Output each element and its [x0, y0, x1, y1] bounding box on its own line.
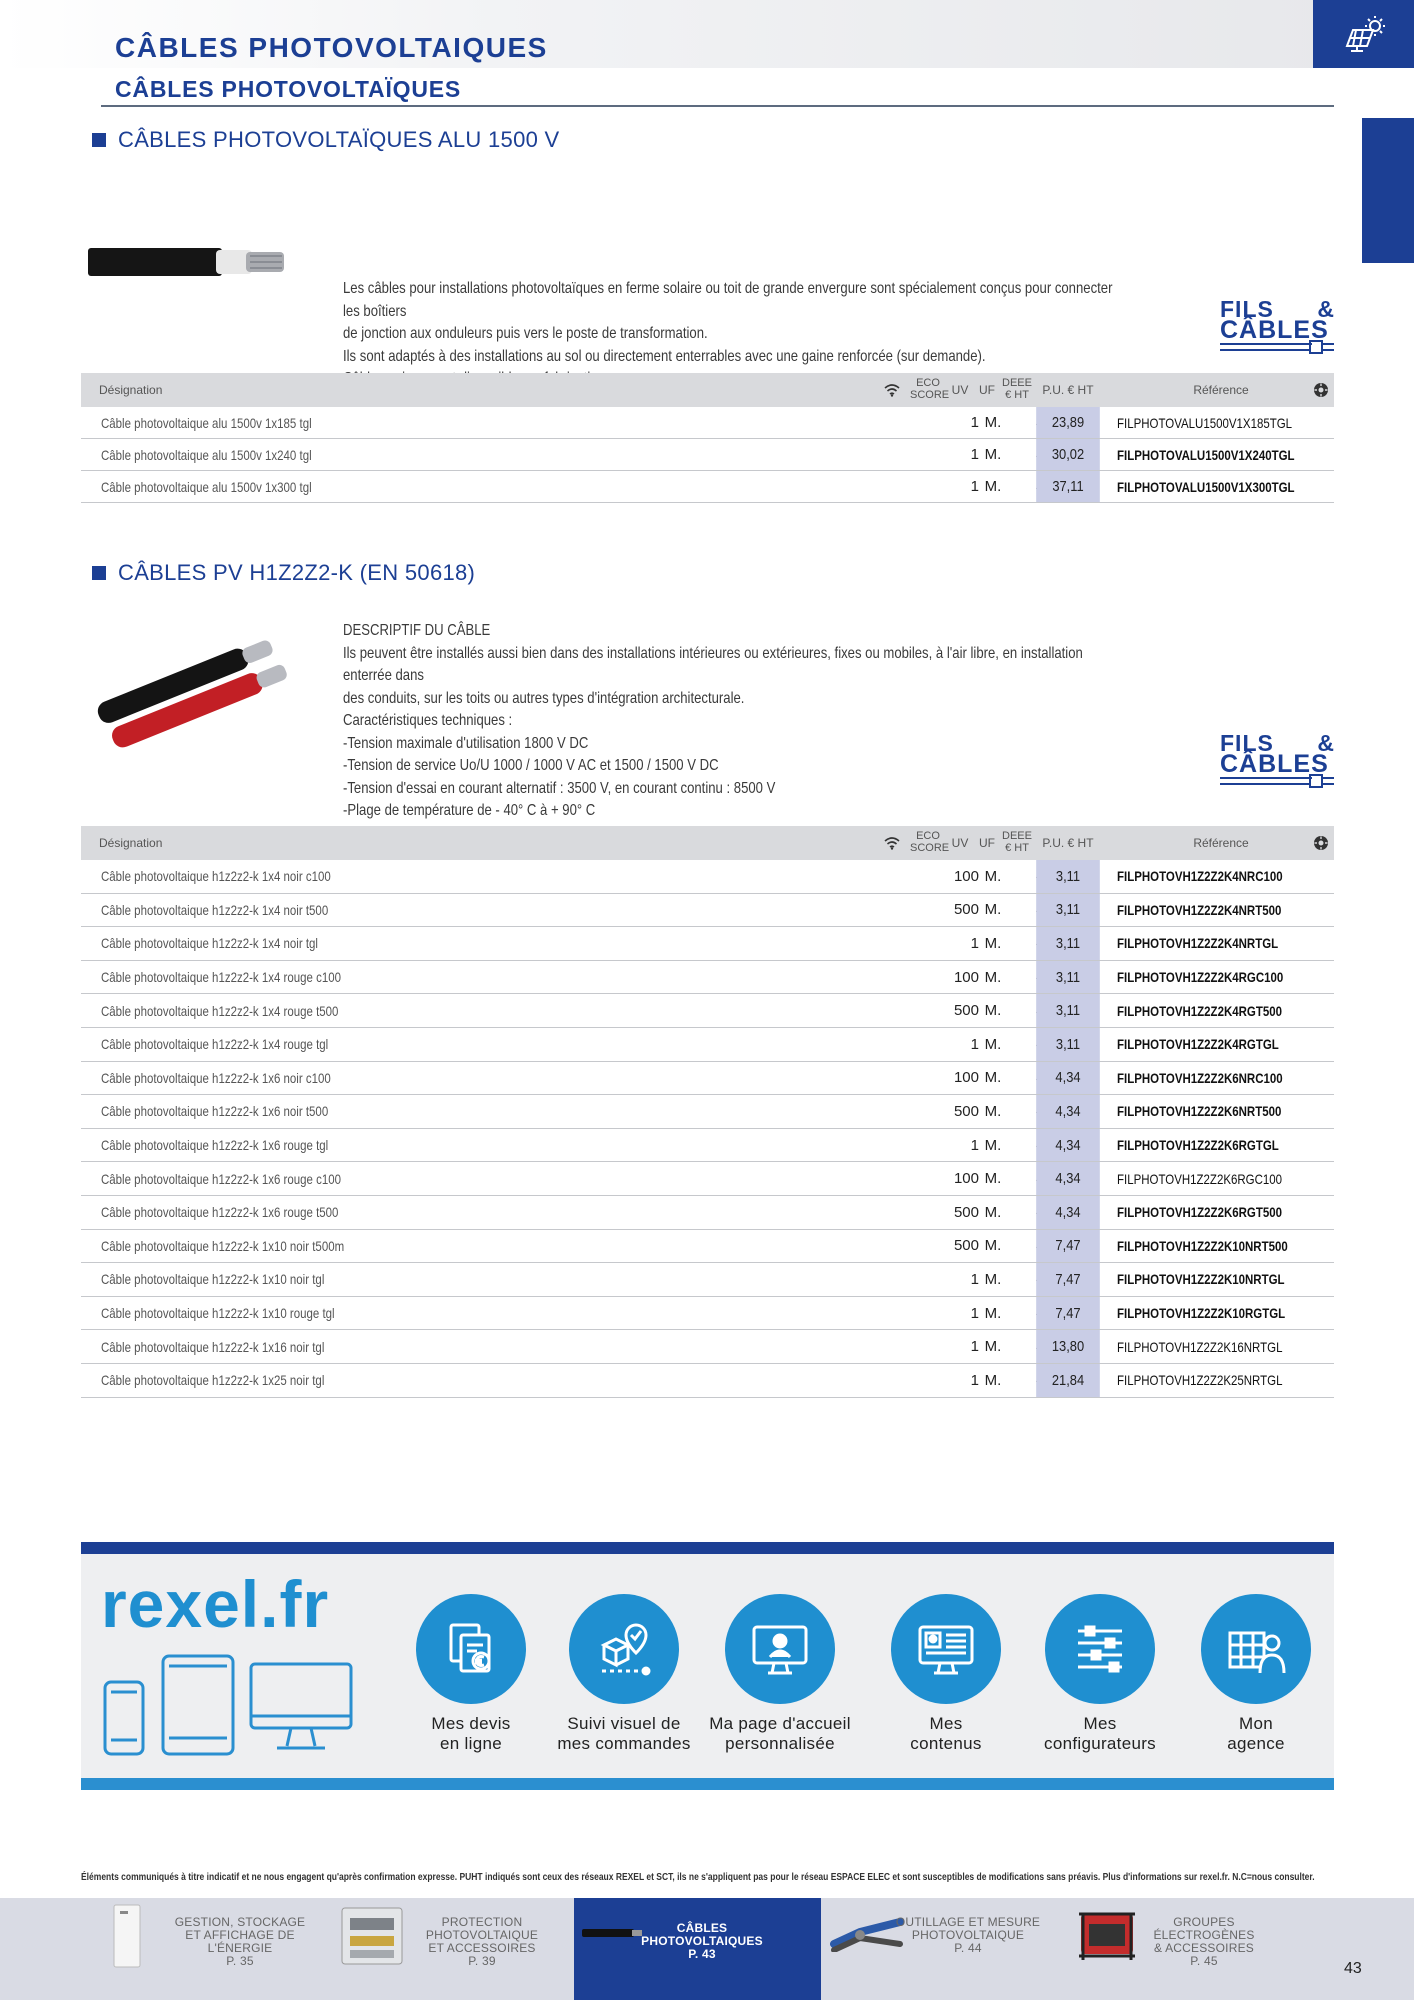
desc-line: de jonction aux onduleurs puis vers le poste de transformation.	[343, 325, 708, 342]
category-icon-box	[1313, 0, 1414, 68]
cell-price: 3,11	[1036, 927, 1100, 960]
desc-line: Ils peuvent être installés aussi bien dans des installations intérieures ou extérieures, fixes ou mobiles, à l'air libre, en installation enterrée dans	[343, 644, 1083, 684]
cell-designation: Câble photovoltaique h1z2z2-k 1x6 noir t500	[101, 1103, 329, 1120]
desc-line: Les câbles pour installations photovoltaïques en ferme solaire ou toit de grande envergure sont spécialement conçus pour connecter les boîtiers	[343, 280, 1113, 320]
feature-label	[866, 1714, 1026, 1754]
cell-price: 23,89	[1036, 407, 1100, 438]
cell-reference: FILPHOTOVH1Z2Z2K4RGTGL	[1117, 1036, 1279, 1053]
disclaimer: Éléments communiqués à titre indicatif et ne nous engagent qu'après confirmation expresse. PUHT indiqués sont ceux des réseaux REXEL et SCT, ils ne s'appliquent pas pour le réseau ESPACE ELEC et sont susceptibles de modifications sans préavis. Plus d'informations sur rexel.fr. N.C=nous consulter.	[81, 1872, 1315, 1883]
protection-box-icon	[340, 1906, 404, 1966]
cell-designation: Câble photovoltaique h1z2z2-k 1x10 noir t500m	[101, 1237, 345, 1254]
cell-price: 3,11	[1036, 860, 1100, 893]
cell-price: 3,11	[1036, 1028, 1100, 1061]
col-deee	[999, 377, 1035, 401]
cell-price: 13,80	[1036, 1330, 1100, 1363]
col-reference: Référence	[1193, 383, 1249, 397]
feature-label	[391, 1714, 551, 1754]
feature-quote-document[interactable]	[391, 1594, 551, 1754]
quote-document-icon	[416, 1594, 526, 1704]
feature-content-screen[interactable]	[866, 1594, 1026, 1754]
desc-line: -Plage de température de - 40° C à + 90° C	[343, 802, 596, 819]
cell-uv: 100	[953, 968, 979, 986]
cell-price: 4,34	[1036, 1129, 1100, 1162]
table-row	[81, 994, 1334, 1028]
rexel-site-link[interactable]: rexel.fr	[101, 1567, 330, 1641]
col-eco-line: ECO	[916, 377, 940, 389]
section1-table	[81, 373, 1334, 503]
footer-nav-line: GESTION, STOCKAGE	[174, 1915, 306, 1929]
cell-reference: FILPHOTOVH1Z2Z2K10NRT500	[1117, 1237, 1288, 1254]
cell-designation: Câble photovoltaique alu 1500v 1x300 tgl	[101, 478, 312, 495]
cell-uf: M.	[984, 1136, 1002, 1154]
cell-designation: Câble photovoltaique h1z2z2-k 1x4 rouge c100	[101, 969, 341, 986]
cell-uv: 500	[953, 1237, 979, 1255]
cell-price: 7,47	[1036, 1263, 1100, 1296]
col-price: P.U. € HT	[1042, 383, 1094, 397]
wifi-icon	[884, 383, 900, 397]
table-row	[81, 471, 1334, 503]
settings-icon[interactable]	[1313, 835, 1329, 851]
table-row	[81, 1062, 1334, 1096]
page-title: CÂBLES PHOTOVOLTAIQUES	[115, 32, 548, 63]
col-deee	[999, 830, 1035, 854]
desc-line: des conduits, sur les toits ou autres types d'intégration architecturale.	[343, 689, 745, 707]
cell-designation: Câble photovoltaique h1z2z2-k 1x6 rouge t500	[101, 1204, 339, 1221]
pv-cable-image	[88, 630, 298, 760]
feature-order-tracking[interactable]	[544, 1594, 704, 1754]
footer-nav-page: P. 39	[468, 1954, 496, 1968]
section-subtitle: CÂBLES PHOTOVOLTAÏQUES	[115, 76, 462, 102]
page-number: 43	[1344, 1960, 1362, 1977]
col-eco-line: ECO	[916, 830, 940, 842]
logo-text: CÂBLES	[1220, 316, 1329, 344]
feature-label-line: Mes	[1083, 1714, 1117, 1733]
footer-nav-line: PHOTOVOLTAIQUE	[911, 1928, 1025, 1942]
cell-price: 4,34	[1036, 1196, 1100, 1229]
subtitle-divider	[101, 105, 1334, 107]
home-screen-icon	[725, 1594, 835, 1704]
table-row	[81, 1230, 1334, 1264]
section2-description	[343, 620, 1130, 823]
cell-uv: 500	[953, 1102, 979, 1120]
cell-designation: Câble photovoltaique h1z2z2-k 1x10 noir tgl	[101, 1271, 325, 1288]
section2-table	[81, 826, 1334, 1398]
section2-heading	[92, 560, 475, 586]
col-eco-score	[910, 830, 950, 854]
cell-price: 3,11	[1036, 994, 1100, 1027]
section-bullet	[92, 133, 106, 147]
table-row	[81, 961, 1334, 995]
feature-label	[700, 1714, 860, 1754]
feature-label-line: contenus	[910, 1734, 982, 1753]
cell-reference: FILPHOTOVALU1500V1X240TGL	[1117, 446, 1295, 463]
table-row	[81, 1297, 1334, 1331]
feature-label-line: personnalisée	[725, 1734, 835, 1753]
cell-reference: FILPHOTOVH1Z2Z2K4RGC100	[1117, 969, 1284, 986]
order-tracking-icon	[569, 1594, 679, 1704]
cell-uf: M.	[984, 1270, 1002, 1288]
cell-uf: M.	[984, 867, 1002, 885]
cell-reference: FILPHOTOVH1Z2Z2K10RGTGL	[1117, 1305, 1286, 1322]
cell-reference: FILPHOTOVALU1500V1X185TGL	[1117, 414, 1293, 431]
desc-line: -Tension maximale d'utilisation 1800 V DC	[343, 734, 589, 752]
table-row	[81, 1162, 1334, 1196]
table-row	[81, 1364, 1334, 1398]
cell-uv: 1	[970, 1371, 979, 1389]
cell-price: 37,11	[1036, 471, 1100, 502]
footer-nav-item[interactable]	[888, 1916, 1048, 1955]
col-deee-line: € HT	[1005, 842, 1029, 854]
table-row	[81, 927, 1334, 961]
cell-price: 3,11	[1036, 894, 1100, 927]
cell-uv: 500	[953, 1203, 979, 1221]
cell-reference: FILPHOTOVH1Z2Z2K6NRT500	[1117, 1103, 1282, 1120]
side-tab	[1362, 118, 1414, 263]
cell-reference: FILPHOTOVALU1500V1X300TGL	[1117, 478, 1295, 495]
cell-uf: M.	[984, 1338, 1002, 1356]
col-eco-line: SCORE	[910, 842, 950, 854]
fils-cables-logo	[1220, 296, 1335, 366]
cell-uf: M.	[984, 901, 1002, 919]
desc-line: -Tension d'essai en courant alternatif : 3500 V, en courant continu : 8500 V	[343, 779, 776, 797]
table-header	[81, 373, 1334, 407]
table-row	[81, 407, 1334, 439]
table-row	[81, 1330, 1334, 1364]
cell-price: 3,11	[1036, 961, 1100, 994]
footer-nav-item[interactable]	[622, 1922, 782, 1961]
alu-cable-image	[86, 242, 296, 282]
footer-nav-line: GROUPES ÉLECTROGÈNES	[1153, 1915, 1255, 1942]
section1-rows	[81, 407, 1334, 503]
col-deee-line: DEEE	[1002, 830, 1032, 842]
cell-uv: 1	[970, 1035, 979, 1053]
table-row	[81, 1263, 1334, 1297]
footer-nav-page: P. 43	[688, 1947, 716, 1961]
cell-uv: 1	[970, 934, 979, 952]
cell-uf: M.	[984, 1203, 1002, 1221]
cell-price: 4,34	[1036, 1062, 1100, 1095]
footer-nav-line: & ACCESSOIRES	[1154, 1941, 1254, 1955]
cell-price: 7,47	[1036, 1297, 1100, 1330]
footer-nav-page: P. 35	[226, 1954, 254, 1968]
feature-label-line: mes commandes	[557, 1734, 691, 1753]
cell-designation: Câble photovoltaique h1z2z2-k 1x4 noir c100	[101, 868, 331, 885]
col-deee-line: DEEE	[1002, 377, 1032, 389]
cell-uv: 1	[970, 446, 979, 463]
cell-uv: 1	[970, 1136, 979, 1154]
feature-home-screen[interactable]	[700, 1594, 860, 1754]
logo-text: FILS	[1220, 730, 1274, 756]
col-reference: Référence	[1193, 836, 1249, 850]
cell-designation: Câble photovoltaique h1z2z2-k 1x16 noir tgl	[101, 1338, 325, 1355]
feature-label-line: Mes devis	[431, 1714, 511, 1733]
desc-line: Ils sont adaptés à des installations au sol ou directement enterrables avec une gaine renforcée (sur demande).	[343, 347, 986, 365]
table-row	[81, 1095, 1334, 1129]
feature-label-line: Mon	[1239, 1714, 1273, 1733]
cell-designation: Câble photovoltaique h1z2z2-k 1x6 rouge tgl	[101, 1137, 329, 1154]
cell-designation: Câble photovoltaique alu 1500v 1x240 tgl	[101, 446, 312, 463]
table-row	[81, 439, 1334, 471]
footer-nav-line: OUTILLAGE ET MESURE	[895, 1915, 1041, 1929]
cell-reference: FILPHOTOVH1Z2Z2K4RGT500	[1117, 1002, 1283, 1019]
cell-uv: 100	[953, 1170, 979, 1188]
cell-uv: 1	[970, 414, 979, 431]
table-row	[81, 894, 1334, 928]
cell-uf: M.	[984, 934, 1002, 952]
cell-uf: M.	[984, 478, 1002, 495]
feature-label-line: configurateurs	[1044, 1734, 1156, 1753]
cell-uv: 100	[953, 867, 979, 885]
footer-nav-line: CÂBLES PHOTOVOLTAIQUES	[641, 1921, 763, 1948]
cell-uv: 1	[970, 1304, 979, 1322]
col-deee-line: € HT	[1005, 389, 1029, 401]
cell-designation: Câble photovoltaique h1z2z2-k 1x6 noir c100	[101, 1069, 331, 1086]
desc-line: DESCRIPTIF DU CÂBLE	[343, 622, 491, 639]
cell-uf: M.	[984, 1371, 1002, 1389]
logo-text: &	[1317, 730, 1335, 756]
feature-label-line: agence	[1227, 1734, 1285, 1753]
cell-reference: FILPHOTOVH1Z2Z2K6RGT500	[1117, 1204, 1283, 1221]
feature-label	[1020, 1714, 1180, 1754]
cell-reference: FILPHOTOVH1Z2Z2K6NRC100	[1117, 1069, 1283, 1086]
cell-uf: M.	[984, 414, 1002, 431]
col-designation: Désignation	[99, 383, 163, 397]
battery-cabinet-icon	[112, 1903, 142, 1969]
col-price: P.U. € HT	[1042, 836, 1094, 850]
desc-line: -Tension de service Uo/U 1000 / 1000 V AC et 1500 / 1500 V DC	[343, 757, 719, 774]
cell-uv: 500	[953, 901, 979, 919]
cell-reference: FILPHOTOVH1Z2Z2K6RGC100	[1117, 1170, 1283, 1187]
section-bullet	[92, 566, 106, 580]
table-header	[81, 826, 1334, 860]
col-designation: Désignation	[99, 836, 163, 850]
sliders-icon	[1045, 1594, 1155, 1704]
cell-reference: FILPHOTOVH1Z2Z2K4NRTGL	[1117, 935, 1279, 952]
footer-nav-item[interactable]	[1124, 1916, 1284, 1968]
fils-cables-logo	[1220, 730, 1335, 800]
footer-nav-line: ET AFFICHAGE DE L'ÉNERGIE	[185, 1928, 295, 1955]
cell-designation: Câble photovoltaique h1z2z2-k 1x25 noir tgl	[101, 1372, 325, 1389]
cable-plug-icon	[1220, 340, 1335, 356]
cell-designation: Câble photovoltaique h1z2z2-k 1x10 rouge tgl	[101, 1305, 335, 1322]
cell-uf: M.	[984, 1002, 1002, 1020]
cell-designation: Câble photovoltaique h1z2z2-k 1x4 noir tgl	[101, 935, 318, 952]
cell-uf: M.	[984, 1035, 1002, 1053]
cell-designation: Câble photovoltaique h1z2z2-k 1x6 rouge c100	[101, 1170, 341, 1187]
settings-icon[interactable]	[1313, 382, 1329, 398]
cell-reference: FILPHOTOVH1Z2Z2K6RGTGL	[1117, 1137, 1279, 1154]
cell-reference: FILPHOTOVH1Z2Z2K25NRTGL	[1117, 1372, 1283, 1389]
section1-title: CÂBLES PHOTOVOLTAÏQUES ALU 1500 V	[118, 127, 560, 152]
cell-uf: M.	[984, 1304, 1002, 1322]
cell-uv: 100	[953, 1069, 979, 1087]
cell-uv: 1	[970, 478, 979, 495]
cell-designation: Câble photovoltaique h1z2z2-k 1x4 rouge tgl	[101, 1036, 329, 1053]
cell-reference: FILPHOTOVH1Z2Z2K4NRT500	[1117, 901, 1282, 918]
cell-reference: FILPHOTOVH1Z2Z2K10NRTGL	[1117, 1271, 1285, 1288]
feature-agency[interactable]	[1176, 1594, 1336, 1754]
cell-designation: Câble photovoltaique h1z2z2-k 1x4 rouge t500	[101, 1002, 339, 1019]
cell-price: 30,02	[1036, 439, 1100, 470]
cell-price: 7,47	[1036, 1230, 1100, 1263]
cable-plug-icon	[1220, 774, 1335, 790]
section1-heading	[92, 127, 560, 153]
cell-price: 21,84	[1036, 1364, 1100, 1397]
cell-uv: 1	[970, 1338, 979, 1356]
cell-designation: Câble photovoltaique alu 1500v 1x185 tgl	[101, 414, 312, 431]
logo-text: FILS	[1220, 296, 1274, 322]
feature-label	[544, 1714, 704, 1754]
col-eco-line: SCORE	[910, 389, 950, 401]
table-row	[81, 860, 1334, 894]
section2-rows	[81, 860, 1334, 1398]
col-uf: UF	[979, 383, 995, 397]
feature-label	[1176, 1714, 1336, 1754]
footer-nav-line: ET ACCESSOIRES	[428, 1941, 536, 1955]
feature-label-line: Mes	[929, 1714, 963, 1733]
footer-nav-line: PROTECTION PHOTOVOLTAIQUE	[425, 1915, 539, 1942]
cell-reference: FILPHOTOVH1Z2Z2K16NRTGL	[1117, 1338, 1283, 1355]
cell-uf: M.	[984, 1069, 1002, 1087]
cell-uv: 500	[953, 1002, 979, 1020]
footer-nav-page: P. 44	[954, 1941, 982, 1955]
table-row	[81, 1196, 1334, 1230]
cell-designation: Câble photovoltaique h1z2z2-k 1x4 noir t500	[101, 901, 329, 918]
table-row	[81, 1129, 1334, 1163]
footer-nav-item[interactable]	[160, 1916, 320, 1968]
agency-icon	[1201, 1594, 1311, 1704]
cell-price: 4,34	[1036, 1162, 1100, 1195]
cell-uf: M.	[984, 1170, 1002, 1188]
feature-label-line: Ma page d'accueil	[709, 1714, 851, 1733]
logo-text: &	[1317, 296, 1335, 322]
cell-uf: M.	[984, 1102, 1002, 1120]
table-row	[81, 1028, 1334, 1062]
desc-line: Caractéristiques techniques :	[343, 712, 513, 729]
cell-uf: M.	[984, 1237, 1002, 1255]
cell-reference: FILPHOTOVH1Z2Z2K4NRC100	[1117, 868, 1283, 885]
cell-uv: 1	[970, 1270, 979, 1288]
col-uv: UV	[951, 836, 969, 850]
cell-price: 4,34	[1036, 1095, 1100, 1128]
feature-sliders[interactable]	[1020, 1594, 1180, 1754]
content-screen-icon	[891, 1594, 1001, 1704]
footer-nav-item[interactable]	[402, 1916, 562, 1968]
feature-label-line: en ligne	[440, 1734, 502, 1753]
col-uv: UV	[951, 383, 969, 397]
col-eco-score	[910, 377, 950, 401]
logo-text: CÂBLES	[1220, 750, 1329, 778]
feature-label-line: Suivi visuel de	[567, 1714, 681, 1733]
footer-nav-page: P. 45	[1190, 1954, 1218, 1968]
solar-panel-icon	[1341, 14, 1387, 54]
wifi-icon	[884, 836, 900, 850]
devices-icon	[101, 1652, 356, 1760]
cell-uf: M.	[984, 968, 1002, 986]
col-uf: UF	[979, 836, 995, 850]
cell-uf: M.	[984, 446, 1002, 463]
section2-title: CÂBLES PV H1Z2Z2-K (EN 50618)	[118, 560, 476, 585]
